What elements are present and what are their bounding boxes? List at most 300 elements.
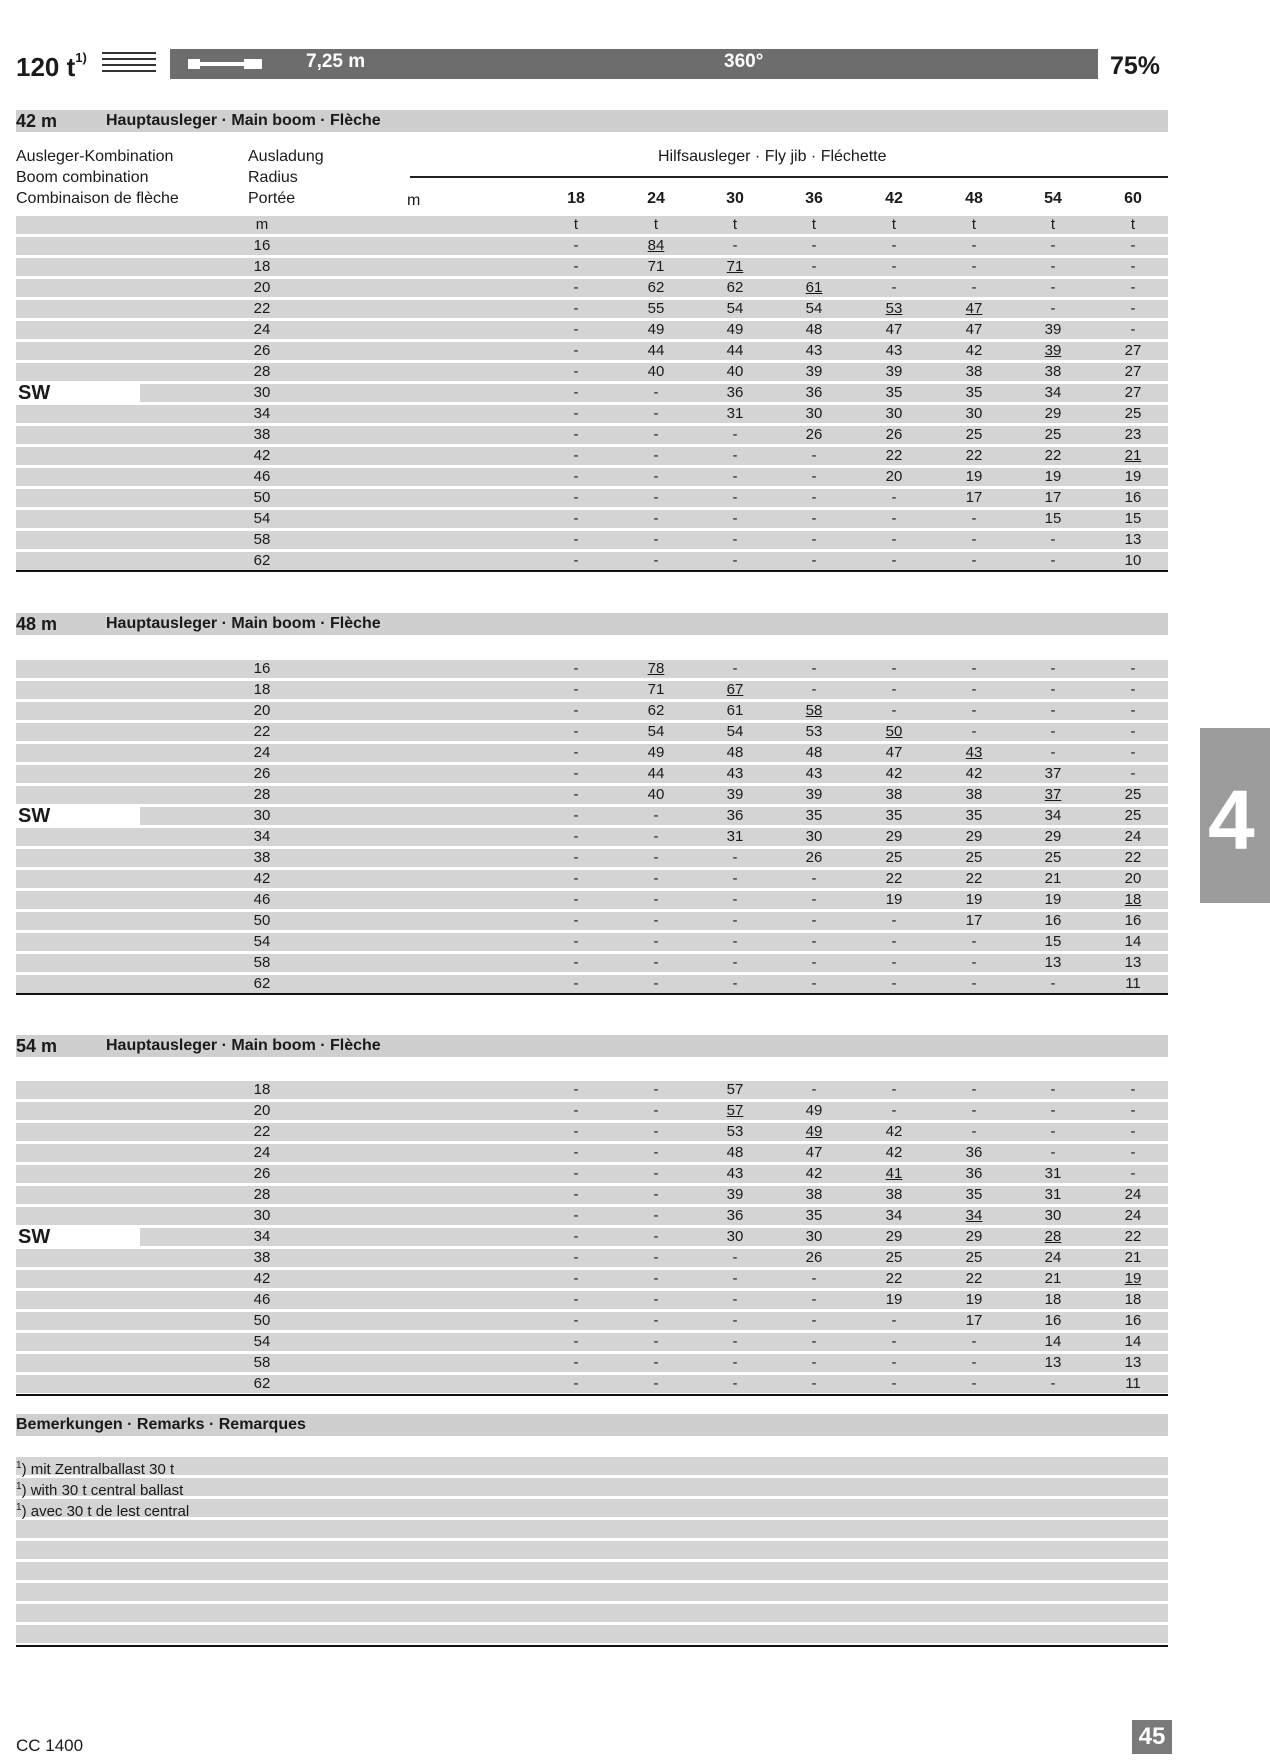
radius-value: 22 <box>253 1123 271 1140</box>
load-value: - <box>891 1081 897 1098</box>
load-value: - <box>573 1291 579 1308</box>
radius-value: 30 <box>253 384 271 401</box>
table-row <box>16 468 1168 486</box>
load-value: - <box>573 1102 579 1119</box>
load-value: - <box>1050 1144 1056 1161</box>
load-value: - <box>653 1375 659 1392</box>
load-value: 22 <box>885 870 903 887</box>
load-value: 17 <box>965 489 983 506</box>
load-value: - <box>732 468 738 485</box>
load-unit: t <box>1130 216 1136 233</box>
load-value: - <box>732 510 738 527</box>
load-value: - <box>573 1081 579 1098</box>
chapter-number: 4 <box>1208 773 1255 867</box>
load-value: - <box>811 447 817 464</box>
load-value: - <box>971 1333 977 1350</box>
load-value: - <box>732 912 738 929</box>
load-value: - <box>573 1144 579 1161</box>
load-value: - <box>1130 1123 1136 1140</box>
load-value: - <box>1130 723 1136 740</box>
jib-length-18: 18 <box>567 190 585 207</box>
load-value: - <box>1050 660 1056 677</box>
load-value: - <box>1130 660 1136 677</box>
load-value: 84 <box>647 237 665 254</box>
load-value: 38 <box>805 1186 823 1203</box>
jib-title: Hilfsausleger · Fly jib · Fléchette <box>658 148 887 165</box>
load-value: - <box>971 552 977 569</box>
load-value: 71 <box>726 258 744 275</box>
load-value: - <box>1050 531 1056 548</box>
load-value: - <box>1050 975 1056 992</box>
load-value: - <box>1050 300 1056 317</box>
sw-label: SW <box>16 1226 140 1248</box>
radius-value: 16 <box>253 237 271 254</box>
load-value: - <box>573 1375 579 1392</box>
load-value: - <box>573 933 579 950</box>
radius-value: 62 <box>253 552 271 569</box>
load-value: 50 <box>885 723 903 740</box>
load-value: 39 <box>1044 342 1062 359</box>
load-value: - <box>1130 1165 1136 1182</box>
remark-text: ) mit Zentralballast 30 t <box>21 1461 175 1478</box>
load-value: - <box>891 531 897 548</box>
load-value: - <box>811 510 817 527</box>
load-value: - <box>811 1354 817 1371</box>
load-value: 25 <box>965 849 983 866</box>
jib-length-54: 54 <box>1044 190 1062 207</box>
load-value: - <box>971 702 977 719</box>
load-value: 47 <box>965 321 983 338</box>
radius-value: 28 <box>253 786 271 803</box>
load-value: 34 <box>1044 384 1062 401</box>
radius-value: 46 <box>253 891 271 908</box>
load-value: - <box>653 1186 659 1203</box>
load-value: 25 <box>965 426 983 443</box>
load-value: 29 <box>1044 405 1062 422</box>
load-value: - <box>971 681 977 698</box>
load-value: - <box>653 933 659 950</box>
load-value: 35 <box>805 1207 823 1224</box>
load-value: - <box>971 1375 977 1392</box>
radius-value: 24 <box>253 1144 271 1161</box>
load-value: - <box>653 384 659 401</box>
load-value: 44 <box>647 342 665 359</box>
load-value: - <box>811 933 817 950</box>
capacity-title <box>16 52 87 83</box>
config-bar <box>170 49 1098 79</box>
load-value: - <box>1130 765 1136 782</box>
load-value: 44 <box>647 765 665 782</box>
load-value: - <box>573 300 579 317</box>
radius-value: 58 <box>253 1354 271 1371</box>
load-value: 19 <box>1124 1270 1142 1287</box>
load-value: 31 <box>726 828 744 845</box>
load-value: 24 <box>1044 1249 1062 1266</box>
load-value: - <box>891 1354 897 1371</box>
load-value: 30 <box>1044 1207 1062 1224</box>
load-value: 39 <box>726 786 744 803</box>
stability-percentage: 75% <box>1110 52 1161 80</box>
load-value: 39 <box>805 363 823 380</box>
jib-length-36: 36 <box>805 190 823 207</box>
load-value: - <box>1130 321 1136 338</box>
table-row <box>16 870 1168 888</box>
load-value: 10 <box>1124 552 1142 569</box>
load-value: 15 <box>1124 510 1142 527</box>
table-row <box>16 384 1168 402</box>
load-value: - <box>573 1207 579 1224</box>
boom-length: 42 m <box>16 111 58 131</box>
load-value: 54 <box>726 723 744 740</box>
table-row <box>16 300 1168 318</box>
load-value: 25 <box>885 849 903 866</box>
load-value: 29 <box>885 1228 903 1245</box>
load-value: - <box>1050 237 1056 254</box>
load-value: - <box>1130 1102 1136 1119</box>
load-value: - <box>653 468 659 485</box>
table-row <box>16 828 1168 846</box>
load-value: - <box>653 849 659 866</box>
remarks-bottom-rule <box>16 1645 1168 1647</box>
radius-value: 28 <box>253 1186 271 1203</box>
load-unit: t <box>1050 216 1056 233</box>
radius-label: Radius <box>248 169 298 186</box>
load-value: - <box>732 1375 738 1392</box>
radius-unit: m <box>255 216 269 233</box>
load-value: 30 <box>726 1228 744 1245</box>
radius-value: 22 <box>253 300 271 317</box>
remark-note <box>16 1457 174 1479</box>
load-value: 35 <box>885 807 903 824</box>
load-value: - <box>573 1228 579 1245</box>
load-value: - <box>573 1123 579 1140</box>
jib-length-30: 30 <box>726 190 744 207</box>
remarks-title: Bemerkungen · Remarks · Remarques <box>16 1416 306 1433</box>
load-value: 25 <box>1124 786 1142 803</box>
load-value: - <box>573 870 579 887</box>
radius-label: Ausladung <box>248 148 324 165</box>
radius-value: 18 <box>253 258 271 275</box>
load-value: - <box>573 405 579 422</box>
load-value: - <box>573 468 579 485</box>
load-value: - <box>573 744 579 761</box>
load-value: - <box>573 237 579 254</box>
load-value: 17 <box>965 912 983 929</box>
load-value: 39 <box>885 363 903 380</box>
load-value: 19 <box>885 1291 903 1308</box>
load-value: 36 <box>726 384 744 401</box>
load-value: - <box>1130 681 1136 698</box>
load-value: - <box>732 489 738 506</box>
table-row <box>16 933 1168 951</box>
load-value: - <box>653 510 659 527</box>
load-value: - <box>573 1354 579 1371</box>
load-value: - <box>653 828 659 845</box>
load-value: 35 <box>805 807 823 824</box>
load-value: 19 <box>1044 891 1062 908</box>
table-row <box>16 849 1168 867</box>
load-value: - <box>811 1270 817 1287</box>
load-value: - <box>573 723 579 740</box>
load-value: 27 <box>1124 384 1142 401</box>
load-value: 24 <box>1124 1207 1142 1224</box>
load-value: 48 <box>726 744 744 761</box>
load-value: - <box>573 765 579 782</box>
table-row <box>16 681 1168 699</box>
load-value: 43 <box>885 342 903 359</box>
load-value: 61 <box>726 702 744 719</box>
load-value: - <box>1050 1375 1056 1392</box>
load-value: 25 <box>885 1249 903 1266</box>
load-value: 38 <box>965 363 983 380</box>
load-value: 35 <box>965 1186 983 1203</box>
radius-value: 42 <box>253 870 271 887</box>
load-value: 21 <box>1044 870 1062 887</box>
load-value: 48 <box>805 321 823 338</box>
load-value: 20 <box>885 468 903 485</box>
load-value: - <box>573 552 579 569</box>
load-value: 30 <box>965 405 983 422</box>
load-value: - <box>732 531 738 548</box>
load-value: - <box>732 552 738 569</box>
table-row <box>16 723 1168 741</box>
load-value: 34 <box>965 1207 983 1224</box>
load-value: - <box>573 363 579 380</box>
load-value: 22 <box>885 1270 903 1287</box>
load-value: - <box>573 975 579 992</box>
table-row <box>16 765 1168 783</box>
section-header-54m <box>16 1035 1168 1057</box>
load-value: 38 <box>965 786 983 803</box>
load-value: 78 <box>647 660 665 677</box>
load-value: 55 <box>647 300 665 317</box>
load-value: - <box>653 870 659 887</box>
load-value: 29 <box>1044 828 1062 845</box>
table-row <box>16 426 1168 444</box>
load-value: 23 <box>1124 426 1142 443</box>
section-header-42m <box>16 110 1168 132</box>
radius-value: 18 <box>253 681 271 698</box>
load-value: 37 <box>1044 765 1062 782</box>
boom-combination-label: Boom combination <box>16 169 149 186</box>
load-value: - <box>732 1333 738 1350</box>
load-value: - <box>573 849 579 866</box>
table-row <box>16 1123 1168 1141</box>
page-number: 45 <box>1132 1720 1172 1754</box>
radius-value: 38 <box>253 1249 271 1266</box>
load-value: - <box>573 681 579 698</box>
load-value: - <box>1050 279 1056 296</box>
load-value: - <box>971 933 977 950</box>
load-value: - <box>732 1291 738 1308</box>
load-value: - <box>573 1249 579 1266</box>
radius-value: 58 <box>253 954 271 971</box>
load-value: 31 <box>726 405 744 422</box>
load-value: 26 <box>885 426 903 443</box>
load-value: 22 <box>965 447 983 464</box>
load-value: 27 <box>1124 342 1142 359</box>
load-value: - <box>891 681 897 698</box>
load-value: - <box>573 258 579 275</box>
load-value: - <box>971 1081 977 1098</box>
load-value: 26 <box>805 1249 823 1266</box>
load-value: 18 <box>1124 891 1142 908</box>
load-value: 42 <box>805 1165 823 1182</box>
load-value: - <box>653 1081 659 1098</box>
load-value: - <box>653 891 659 908</box>
slewing-range: 360° <box>724 51 764 72</box>
counterweight-radius: 7,25 m <box>306 51 366 72</box>
load-value: 40 <box>647 786 665 803</box>
section-bottom-rule <box>16 1394 1168 1396</box>
radius-value: 30 <box>253 1207 271 1224</box>
radius-value: 50 <box>253 1312 271 1329</box>
remark-text: ) with 30 t central ballast <box>21 1482 184 1499</box>
load-value: 28 <box>1044 1228 1062 1245</box>
radius-value: 16 <box>253 660 271 677</box>
load-value: - <box>971 975 977 992</box>
load-value: - <box>971 279 977 296</box>
radius-value: 26 <box>253 1165 271 1182</box>
load-unit: t <box>653 216 659 233</box>
load-value: 57 <box>726 1081 744 1098</box>
load-value: - <box>573 321 579 338</box>
load-value: 47 <box>965 300 983 317</box>
radius-value: 20 <box>253 702 271 719</box>
load-unit: t <box>573 216 579 233</box>
load-value: - <box>653 1270 659 1287</box>
load-value: 31 <box>1044 1165 1062 1182</box>
load-value: - <box>811 1291 817 1308</box>
capacity-footnote-mark: 1) <box>75 50 87 66</box>
radius-value: 54 <box>253 1333 271 1350</box>
load-value: 34 <box>1044 807 1062 824</box>
load-value: - <box>573 954 579 971</box>
load-value: - <box>891 237 897 254</box>
load-value: 22 <box>1124 1228 1142 1245</box>
load-value: - <box>653 1312 659 1329</box>
table-row <box>16 531 1168 549</box>
load-value: 20 <box>1124 870 1142 887</box>
load-value: 19 <box>1124 468 1142 485</box>
load-value: - <box>891 1312 897 1329</box>
load-value: - <box>811 1333 817 1350</box>
load-value: - <box>732 1249 738 1266</box>
load-value: - <box>811 531 817 548</box>
load-value: - <box>971 510 977 527</box>
remarks-line <box>16 1541 1168 1559</box>
table-row <box>16 1249 1168 1267</box>
load-value: 24 <box>1124 828 1142 845</box>
footnote-mark: 1 <box>16 1460 22 1471</box>
table-row <box>16 1333 1168 1351</box>
load-value: - <box>1050 681 1056 698</box>
load-value: 36 <box>726 807 744 824</box>
load-value: 17 <box>1044 489 1062 506</box>
table-row <box>16 258 1168 276</box>
load-value: - <box>1050 552 1056 569</box>
load-value: 35 <box>965 807 983 824</box>
load-value: 36 <box>805 384 823 401</box>
section-bottom-rule <box>16 993 1168 995</box>
radius-value: 20 <box>253 1102 271 1119</box>
load-value: 15 <box>1044 510 1062 527</box>
sw-label: SW <box>16 805 140 827</box>
load-value: 19 <box>1044 468 1062 485</box>
load-value: 22 <box>965 1270 983 1287</box>
load-value: 42 <box>965 765 983 782</box>
load-value: - <box>971 531 977 548</box>
load-value: - <box>1050 1081 1056 1098</box>
load-value: - <box>971 723 977 740</box>
load-value: - <box>1130 300 1136 317</box>
load-value: - <box>653 531 659 548</box>
load-value: - <box>811 1312 817 1329</box>
load-value: 47 <box>805 1144 823 1161</box>
chapter-tab <box>1200 728 1270 903</box>
load-value: 30 <box>805 828 823 845</box>
load-value: 71 <box>647 681 665 698</box>
radius-value: 34 <box>253 405 271 422</box>
load-value: - <box>891 702 897 719</box>
load-unit: t <box>732 216 738 233</box>
load-value: - <box>811 891 817 908</box>
load-value: - <box>811 681 817 698</box>
load-value: - <box>653 552 659 569</box>
load-value: 30 <box>885 405 903 422</box>
load-value: 16 <box>1124 912 1142 929</box>
load-value: - <box>1050 702 1056 719</box>
load-value: 30 <box>805 405 823 422</box>
load-value: 43 <box>805 342 823 359</box>
load-value: 14 <box>1124 933 1142 950</box>
load-value: - <box>653 807 659 824</box>
load-value: - <box>732 954 738 971</box>
remarks-line <box>16 1499 1168 1520</box>
radius-value: 28 <box>253 363 271 380</box>
load-value: - <box>891 510 897 527</box>
load-value: - <box>971 1354 977 1371</box>
load-value: 13 <box>1124 531 1142 548</box>
table-row <box>16 807 1168 825</box>
load-value: - <box>573 489 579 506</box>
load-value: - <box>732 870 738 887</box>
load-value: 35 <box>885 384 903 401</box>
load-value: 48 <box>726 1144 744 1161</box>
load-value: 38 <box>885 786 903 803</box>
load-value: - <box>811 660 817 677</box>
section-header-48m <box>16 613 1168 635</box>
load-value: 29 <box>965 828 983 845</box>
load-value: 22 <box>885 447 903 464</box>
radius-value: 54 <box>253 933 271 950</box>
boom-title: Hauptausleger · Main boom · Flèche <box>106 615 381 632</box>
radius-value: 34 <box>253 828 271 845</box>
radius-value: 62 <box>253 975 271 992</box>
load-value: - <box>653 426 659 443</box>
load-value: 19 <box>885 891 903 908</box>
radius-value: 30 <box>253 807 271 824</box>
load-value: - <box>811 489 817 506</box>
load-value: 26 <box>805 426 823 443</box>
load-value: - <box>573 912 579 929</box>
load-value: - <box>573 891 579 908</box>
load-value: - <box>732 1312 738 1329</box>
load-value: - <box>653 1249 659 1266</box>
load-value: 53 <box>805 723 823 740</box>
load-value: 35 <box>965 384 983 401</box>
remark-text: ) avec 30 t de lest central <box>21 1503 190 1520</box>
